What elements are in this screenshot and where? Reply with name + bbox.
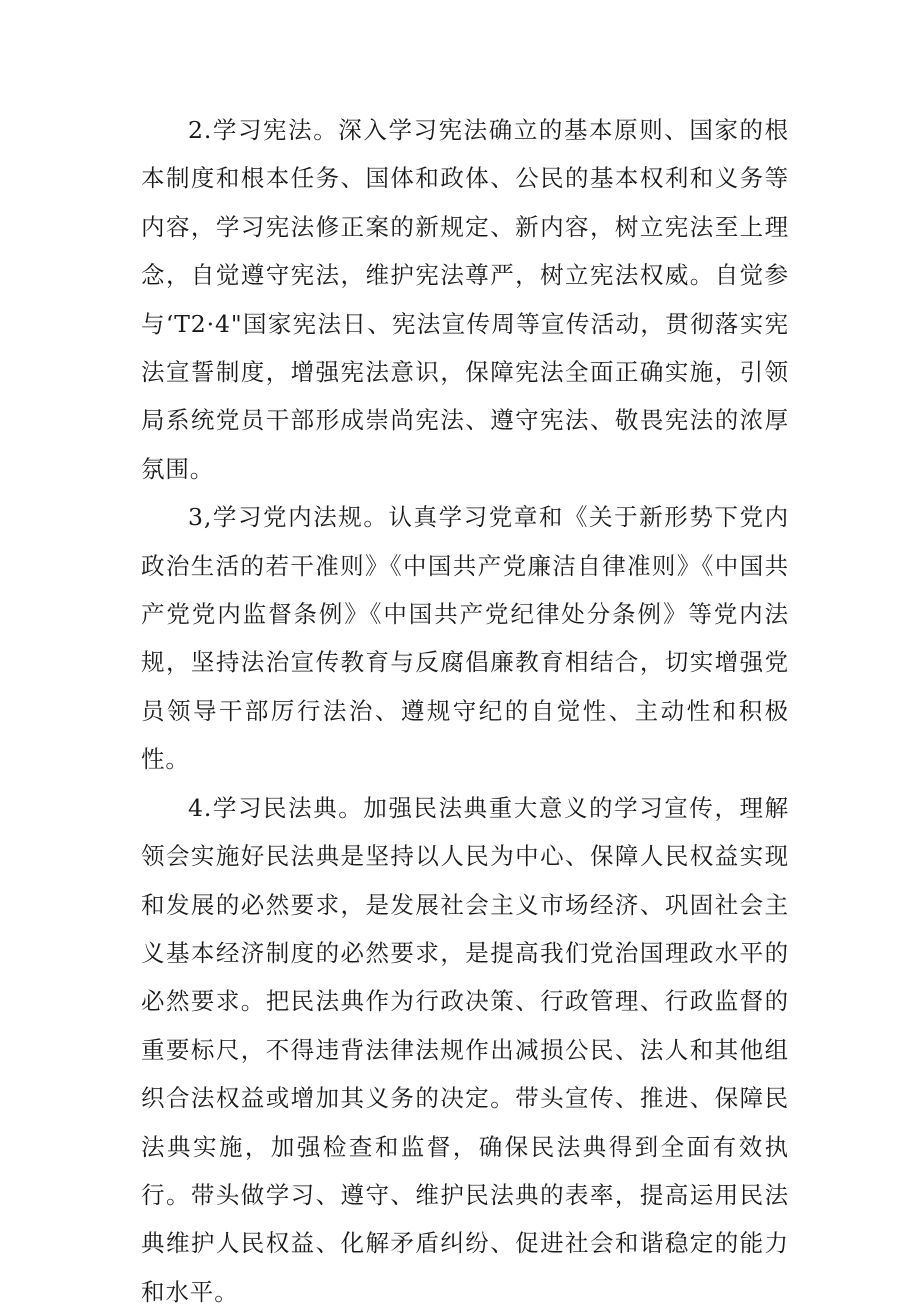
paragraph-study-party-regulations: 3,学习党内法规。认真学习党章和《关于新形势下党内政治生活的若干准则》《中国共产党廉洁自律准则》《中国共产党党内监督条例》《中国共产党纪律处分条例》等党内法规，坚持法治宣传教育与反腐倡廉教育相结合，切实增强党员领导干部厉行法治、遵规守纪的自觉性、主动性和积极性。 — [141, 503, 789, 774]
paragraph-study-civil-code: 4.学习民法典。加强民法典重大意义的学习宣传，理解领会实施好民法典是坚持以人民为中心、保障人民权益实现和发展的必然要求，是发展社会主义市场经济、巩固社会主义基本经济制度的必然要求，是提高我们党治国理政水平的必然要求。把民法典作为行政决策、行政管理、行政监督的重要标尺，不得违背法律法规作出减损公民、法人和其他组织合法权益或增加其义务的决定。带头宣传、推进、保障民法典实施，加强检查和监督，确保民法典得到全面有效执行。带头做学习、遵守、维护民法典的表率，提高运用民法典维护人民权益、化解矛盾纠纷、促进社会和谐稳定的能力和水平。 — [141, 793, 789, 1306]
document-body — [141, 106, 789, 1316]
paragraph-study-constitution: 2.学习宪法。深入学习宪法确立的基本原则、国家的根本制度和根本任务、国体和政体、公民的基本权利和义务等内容，学习宪法修正案的新规定、新内容，树立宪法至上理念，自觉遵守宪法，维护宪法尊严，树立宪法权威。自觉参与‘T2·4"国家宪法日、宪法宣传周等宣传活动，贯彻落实宪法宣誓制度，增强宪法意识，保障宪法全面正确实施，引领局系统党员干部形成崇尚宪法、遵守宪法、敬畏宪法的浓厚氛围。 — [141, 116, 789, 483]
